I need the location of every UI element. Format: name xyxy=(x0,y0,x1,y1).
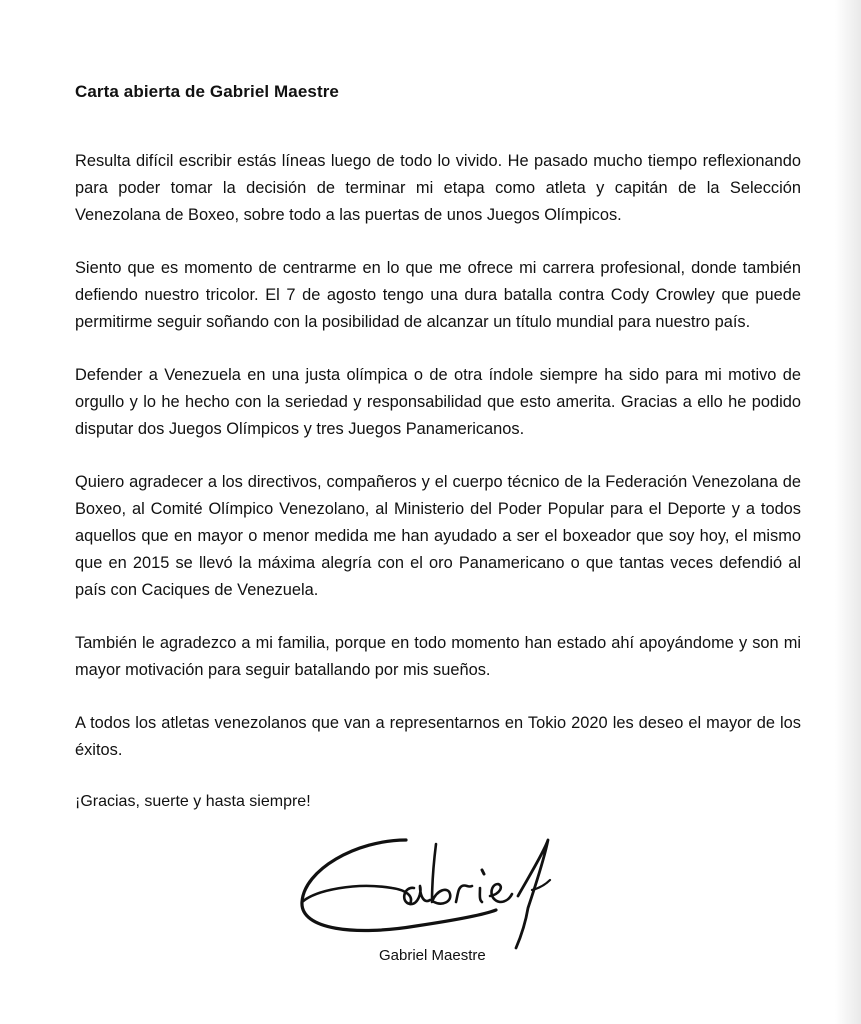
handwritten-signature xyxy=(296,830,586,950)
paragraph-4: Quiero agradecer a los directivos, compañeros y el cuerpo técnico de la Federación Venezolana de Boxeo, al Comité Olímpico Venezolano, al Ministerio del Poder Popular para el Deporte y a todos aquellos que en mayor o menor medida me han ayudado a ser el boxeador que soy hoy, el mismo que en 2015 se llevó la máxima alegría con el oro Panamericano o que tantas veces defendió al país con Caciques de Venezuela. xyxy=(75,473,801,599)
paragraph-6: A todos los atletas venezolanos que van a representarnos en Tokio 2020 les deseo el mayor de los éxitos. xyxy=(75,714,801,759)
paragraph-1: Resulta difícil escribir estás líneas luego de todo lo vivido. He pasado mucho tiempo reflexionando para poder tomar la decisión de terminar mi etapa como atleta y capitán de la Selección Venezolana de Boxeo, sobre todo a las puertas de unos Juegos Olímpicos. xyxy=(75,152,801,224)
paragraph-3: Defender a Venezuela en una justa olímpica o de otra índole siempre ha sido para mi motivo de orgullo y lo he hecho con la seriedad y responsabilidad que esto amerita. Gracias a ello he podido disputar dos Juegos Olímpicos y tres Juegos Panamericanos. xyxy=(75,366,801,438)
paragraph-2: Siento que es momento de centrarme en lo que me ofrece mi carrera profesional, donde también defiendo nuestro tricolor. El 7 de agosto tengo una dura batalla contra Cody Crowley que puede permitirme seguir soñando con la posibilidad de alcanzar un título mundial para nuestro país. xyxy=(75,259,801,331)
letter-title: Carta abierta de Gabriel Maestre xyxy=(75,82,339,101)
letter-body xyxy=(75,80,801,814)
signer-name: Gabriel Maestre xyxy=(379,947,486,964)
closing-line: ¡Gracias, suerte y hasta siempre! xyxy=(75,793,311,810)
paragraph-5: También le agradezco a mi familia, porque en todo momento han estado ahí apoyándome y son mi mayor motivación para seguir batallando por mis sueños. xyxy=(75,634,801,679)
page-edge-shadow xyxy=(835,0,861,1024)
